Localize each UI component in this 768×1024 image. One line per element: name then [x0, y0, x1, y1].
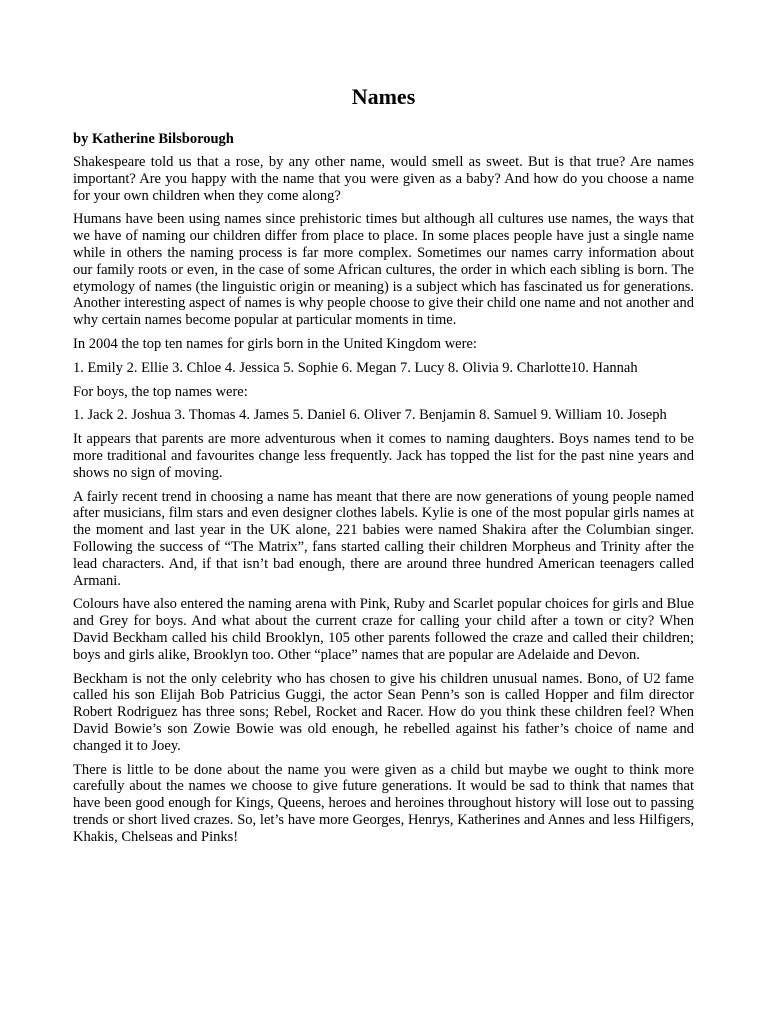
paragraph-intro: Shakespeare told us that a rose, by any other name, would smell as sweet. But is that true? Are names important? Are you happy with the name that you were given as a baby? And how do you choose a name for your own children when they come along?	[73, 154, 694, 204]
paragraph-history: Humans have been using names since prehistoric times but although all cultures use names, the ways that we have of naming our children differ from place to place. In some places people have just a single name while in others the naming process is far more complex. Sometimes our names carry information about our family roots or even, in the case of some African cultures, the order in which each sibling is born. The etymology of names (the linguistic origin or meaning) is a subject which has fascinated us for generations. Another interesting aspect of names is why people choose to give their child one name and not another and why certain names become popular at particular moments in time.	[73, 211, 694, 329]
paragraph-trend: A fairly recent trend in choosing a name has meant that there are now generations of young people named after musicians, film stars and even designer clothes labels. Kylie is one of the most popular girls names at the moment and last year in the UK alone, 221 babies were named Shakira after the Columbian singer. Following the success of “The Matrix”, fans started calling their children Morpheus and Trinity after the lead characters. And, if that isn’t bad enough, there are around three hundred American teenagers called Armani.	[73, 488, 694, 589]
paragraph-daughters: It appears that parents are more adventurous when it comes to naming daughters. Boys names tend to be more traditional and favourites change less frequently. Jack has topped the list for the past nine years and shows no sign of moving.	[73, 431, 694, 481]
paragraph-conclusion: There is little to be done about the name you were given as a child but maybe we ought to think more carefully about the names we choose to give future generations. It would be sad to think that names that have been good enough for Kings, Queens, heroes and heroines throughout history will lose out to passing trends or short lived crazes. So, let’s have more Georges, Henrys, Katherines and Annes and less Hilfigers, Khakis, Chelseas and Pinks!	[73, 761, 694, 845]
girls-names-list: 1. Emily 2. Ellie 3. Chloe 4. Jessica 5. Sophie 6. Megan 7. Lucy 8. Olivia 9. Charlotte10. Hannah	[73, 359, 638, 376]
paragraph-colours: Colours have also entered the naming arena with Pink, Ruby and Scarlet popular choices for girls and Blue and Grey for boys. And what about the current craze for calling your child after a town or city? When David Beckham called his child Brooklyn, 105 other parents followed the craze and called their children; boys and girls alike, Brooklyn too. Other “place” names that are popular are Adelaide and Devon.	[73, 596, 694, 663]
paragraph-celebrity: Beckham is not the only celebrity who has chosen to give his children unusual names. Bono, of U2 fame called his son Elijah Bob Patricius Guggi, the actor Sean Penn’s son is called Hopper and film director Robert Rodriguez has three sons; Rebel, Rocket and Racer. How do you think these children feel? When David Bowie’s son Zowie Bowie was old enough, he rebelled against his father’s choice of name and changed it to Joey.	[73, 670, 694, 754]
document-title: Names	[351, 84, 416, 109]
author-byline: by Katherine Bilsborough	[73, 131, 234, 147]
paragraph-girls-intro: In 2004 the top ten names for girls born in the United Kingdom were:	[73, 335, 477, 352]
paragraph-boys-intro: For boys, the top names were:	[73, 383, 248, 400]
boys-names-list: 1. Jack 2. Joshua 3. Thomas 4. James 5. Daniel 6. Oliver 7. Benjamin 8. Samuel 9. William 10. Joseph	[73, 407, 667, 424]
